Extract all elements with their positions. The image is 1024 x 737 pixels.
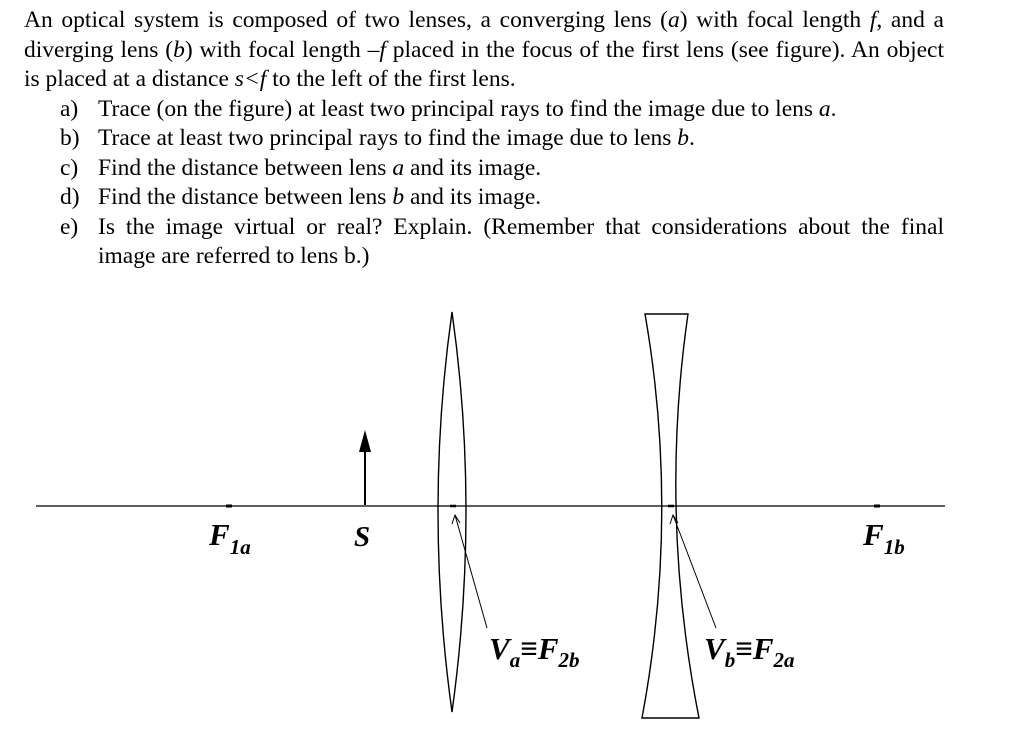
text-run: . xyxy=(830,95,837,122)
diverging-lens-b xyxy=(642,314,699,718)
italic-symbol: a xyxy=(818,95,831,122)
label-vb-f2a: $V_b\equiv F_{2a}$ xyxy=(704,631,795,672)
question-letter: a) xyxy=(60,95,79,122)
label-f1a: $F_{1a}$ xyxy=(209,517,251,559)
question-letter: c) xyxy=(60,154,79,181)
question-letter: d) xyxy=(60,184,80,210)
text-run: ) with focal length xyxy=(679,7,870,33)
text-run: Find the distance between lens xyxy=(98,154,393,181)
text-run: Trace (on the figure) at least two principal rays to find the image due to lens xyxy=(98,95,819,122)
leader-va xyxy=(452,515,487,628)
text-run: Is the image virtual or real? Explain. (Remember that considerations about the final image are referred to lens b.) xyxy=(98,213,944,269)
label-f1b: $F_{1b}$ xyxy=(863,517,905,559)
text-run: Trace at least two principal rays to find the image due to lens xyxy=(98,125,678,151)
italic-symbol: f xyxy=(379,36,386,63)
text-run: ) with focal length – xyxy=(184,36,380,63)
italic-symbol: a xyxy=(668,7,680,33)
text-run: . xyxy=(689,125,695,151)
label-va-f2b: $V_a\equiv F_{2b}$ xyxy=(489,631,580,672)
text-run: and its image. xyxy=(404,154,542,181)
object-arrow xyxy=(359,430,371,505)
italic-symbol: b xyxy=(392,184,405,210)
italic-symbol: s<f xyxy=(234,66,267,92)
text-run: to the left of the first lens. xyxy=(266,66,516,92)
text-run: An optical system is composed of two lenses, a converging lens ( xyxy=(24,7,669,33)
question-letter: e) xyxy=(60,213,79,240)
text-run: placed in the focus of the first lens (see figure). An object is placed at a distance xyxy=(24,36,944,92)
question-letter: b) xyxy=(60,125,80,151)
text-run: Find the distance between lens xyxy=(98,184,393,210)
converging-lens-a xyxy=(438,312,466,712)
text-run: and its image. xyxy=(404,184,542,210)
italic-symbol: b xyxy=(173,36,185,63)
italic-symbol: a xyxy=(392,154,405,181)
italic-symbol: f xyxy=(869,7,877,33)
label-s: S xyxy=(354,521,371,553)
italic-symbol: b xyxy=(677,125,690,151)
text-run: , and a diverging lens ( xyxy=(24,7,944,63)
